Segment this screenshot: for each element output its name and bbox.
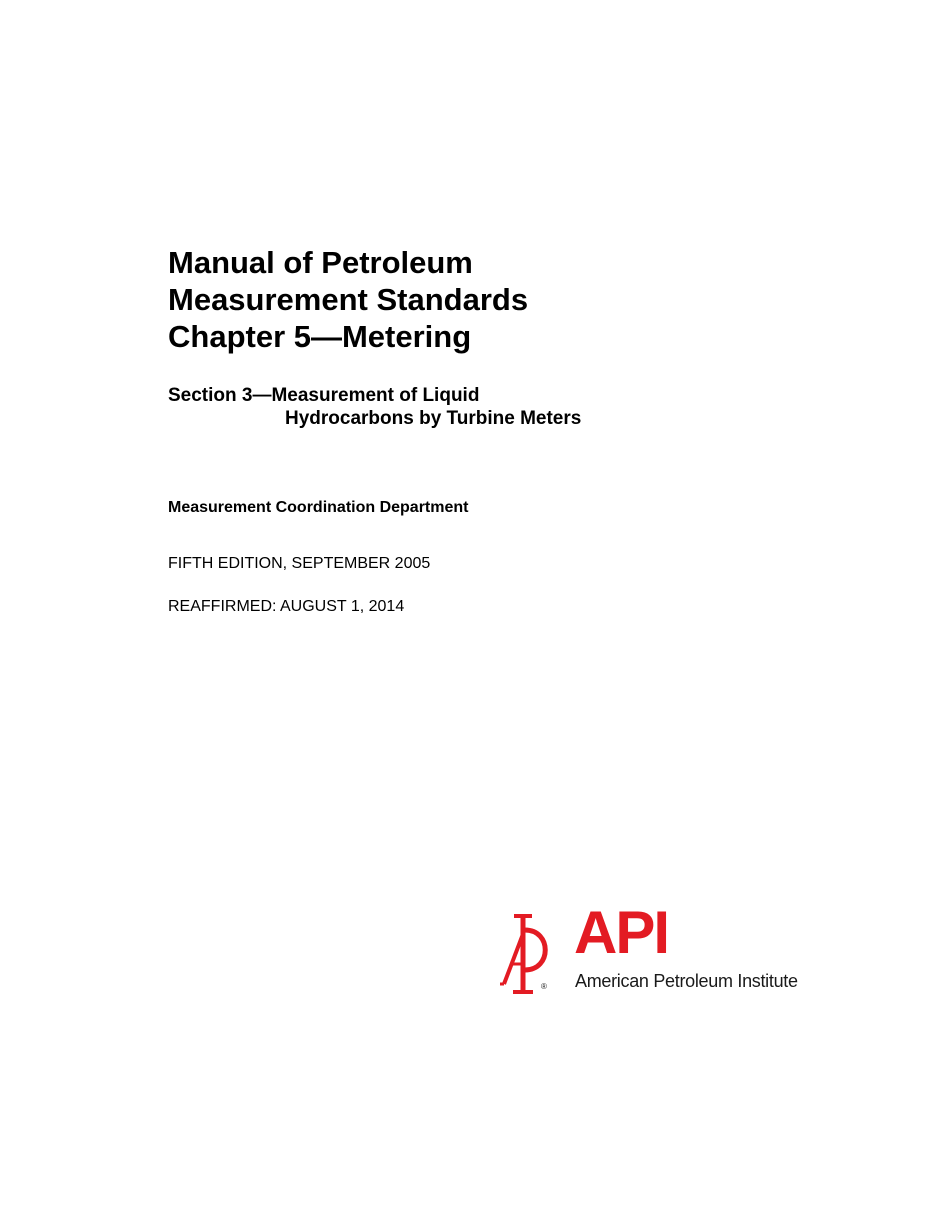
section-title xyxy=(168,384,868,430)
api-logo xyxy=(498,899,848,998)
section-line: Hydrocarbons by Turbine Meters xyxy=(285,408,582,429)
department-name: Measurement Coordination Department xyxy=(168,499,469,516)
registered-mark: ® xyxy=(541,982,547,991)
reaffirmed-line: REAFFIRMED: AUGUST 1, 2014 xyxy=(168,598,405,615)
organization-name: American Petroleum Institute xyxy=(575,971,798,991)
document-title xyxy=(168,244,868,355)
api-monogram-icon xyxy=(498,912,558,996)
api-wordmark: API xyxy=(574,899,669,966)
title-line: Manual of Petroleum xyxy=(168,245,473,280)
title-line: Chapter 5—Metering xyxy=(168,319,472,354)
title-line: Measurement Standards xyxy=(168,282,529,317)
edition-line: FIFTH EDITION, SEPTEMBER 2005 xyxy=(168,555,431,572)
section-line: Section 3—Measurement of Liquid xyxy=(168,385,480,406)
